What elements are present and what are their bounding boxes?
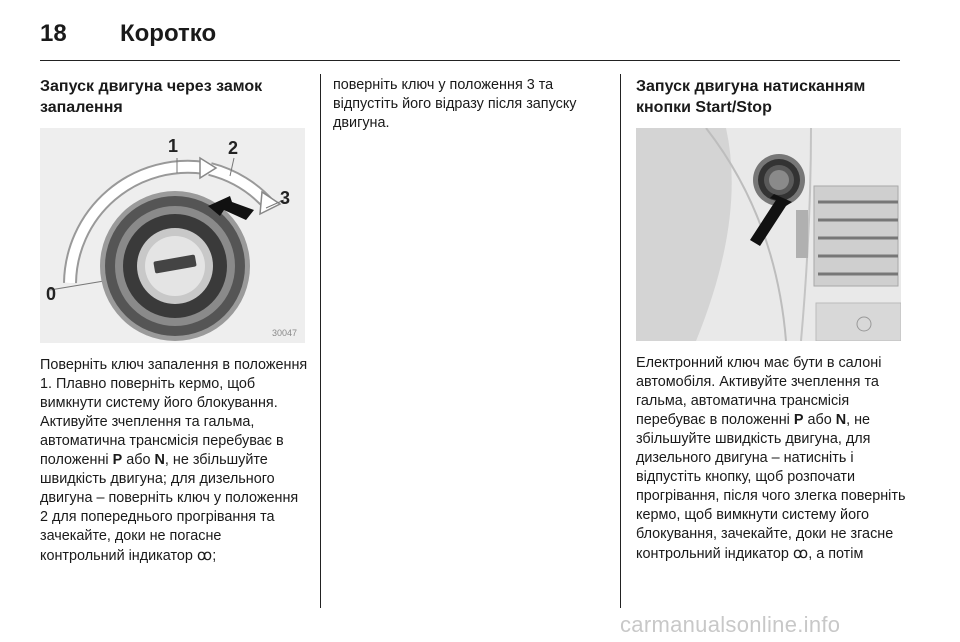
page-header: [40, 14, 900, 58]
gear-n: N: [154, 452, 165, 468]
figure-label-2: 2: [228, 138, 239, 158]
start-stop-button-figure: [636, 128, 901, 341]
glow-plug-indicator-icon: ꝏ: [792, 545, 809, 562]
gear-p: P: [793, 412, 804, 428]
startstop-instructions: Електронний ключ має бути в салоні автомобіля. Активуйте зчеплення та гальма, автоматична трансмісія перебуває в положенні P або N, не збільшуйте швидкість двигуна, для дизельного двигуна – натисніть і відпустіть кнопку, щоб розпочати прогрівання, після чого злегка поверніть кермо, щоб вимкнути систему його блокування, зачекайте, доки не згасне контрольний індикатор ꝏ, а потім: [636, 355, 906, 562]
watermark: carmanualsonline.info: [620, 612, 841, 637]
figure-label-3: 3: [280, 188, 291, 208]
startstop-section-heading: Запуск двигуна натисканням кнопки Start/Stop: [636, 78, 866, 116]
glow-plug-indicator-icon: ꝏ: [196, 547, 213, 564]
column-divider-2: [620, 74, 621, 608]
right-column: [636, 76, 906, 118]
figure-label-0: 0: [46, 284, 57, 304]
page-number: 18: [40, 20, 67, 47]
column-divider-1: [320, 74, 321, 608]
figure-code: 30047: [272, 328, 298, 338]
ignition-lock-figure: [40, 128, 305, 343]
continuation-text: поверніть ключ у положення 3 та відпустіть його відразу після запуску двигуна.: [333, 77, 577, 131]
figure-label-1: 1: [168, 136, 179, 156]
page-title: Коротко: [120, 20, 217, 47]
gear-n: N: [835, 412, 847, 428]
gear-p: P: [112, 452, 123, 468]
ignition-instructions: Поверніть ключ запалення в положення 1. Плавно поверніть кермо, щоб вимкнути систему його блокування. Активуйте зчеплення та гальма, автоматична трансмісія перебуває в положенні P або N, не збільшуйте швидкість двигуна; для дизельного двигуна – поверніть ключ у положення 2 для попереднього прогрівання та зачекайте, доки не погасне контрольний індикатор ꝏ;: [40, 357, 308, 564]
ignition-section-heading: Запуск двигуна через замок запалення: [40, 78, 263, 116]
left-column: [40, 76, 305, 118]
header-divider: [40, 60, 900, 61]
